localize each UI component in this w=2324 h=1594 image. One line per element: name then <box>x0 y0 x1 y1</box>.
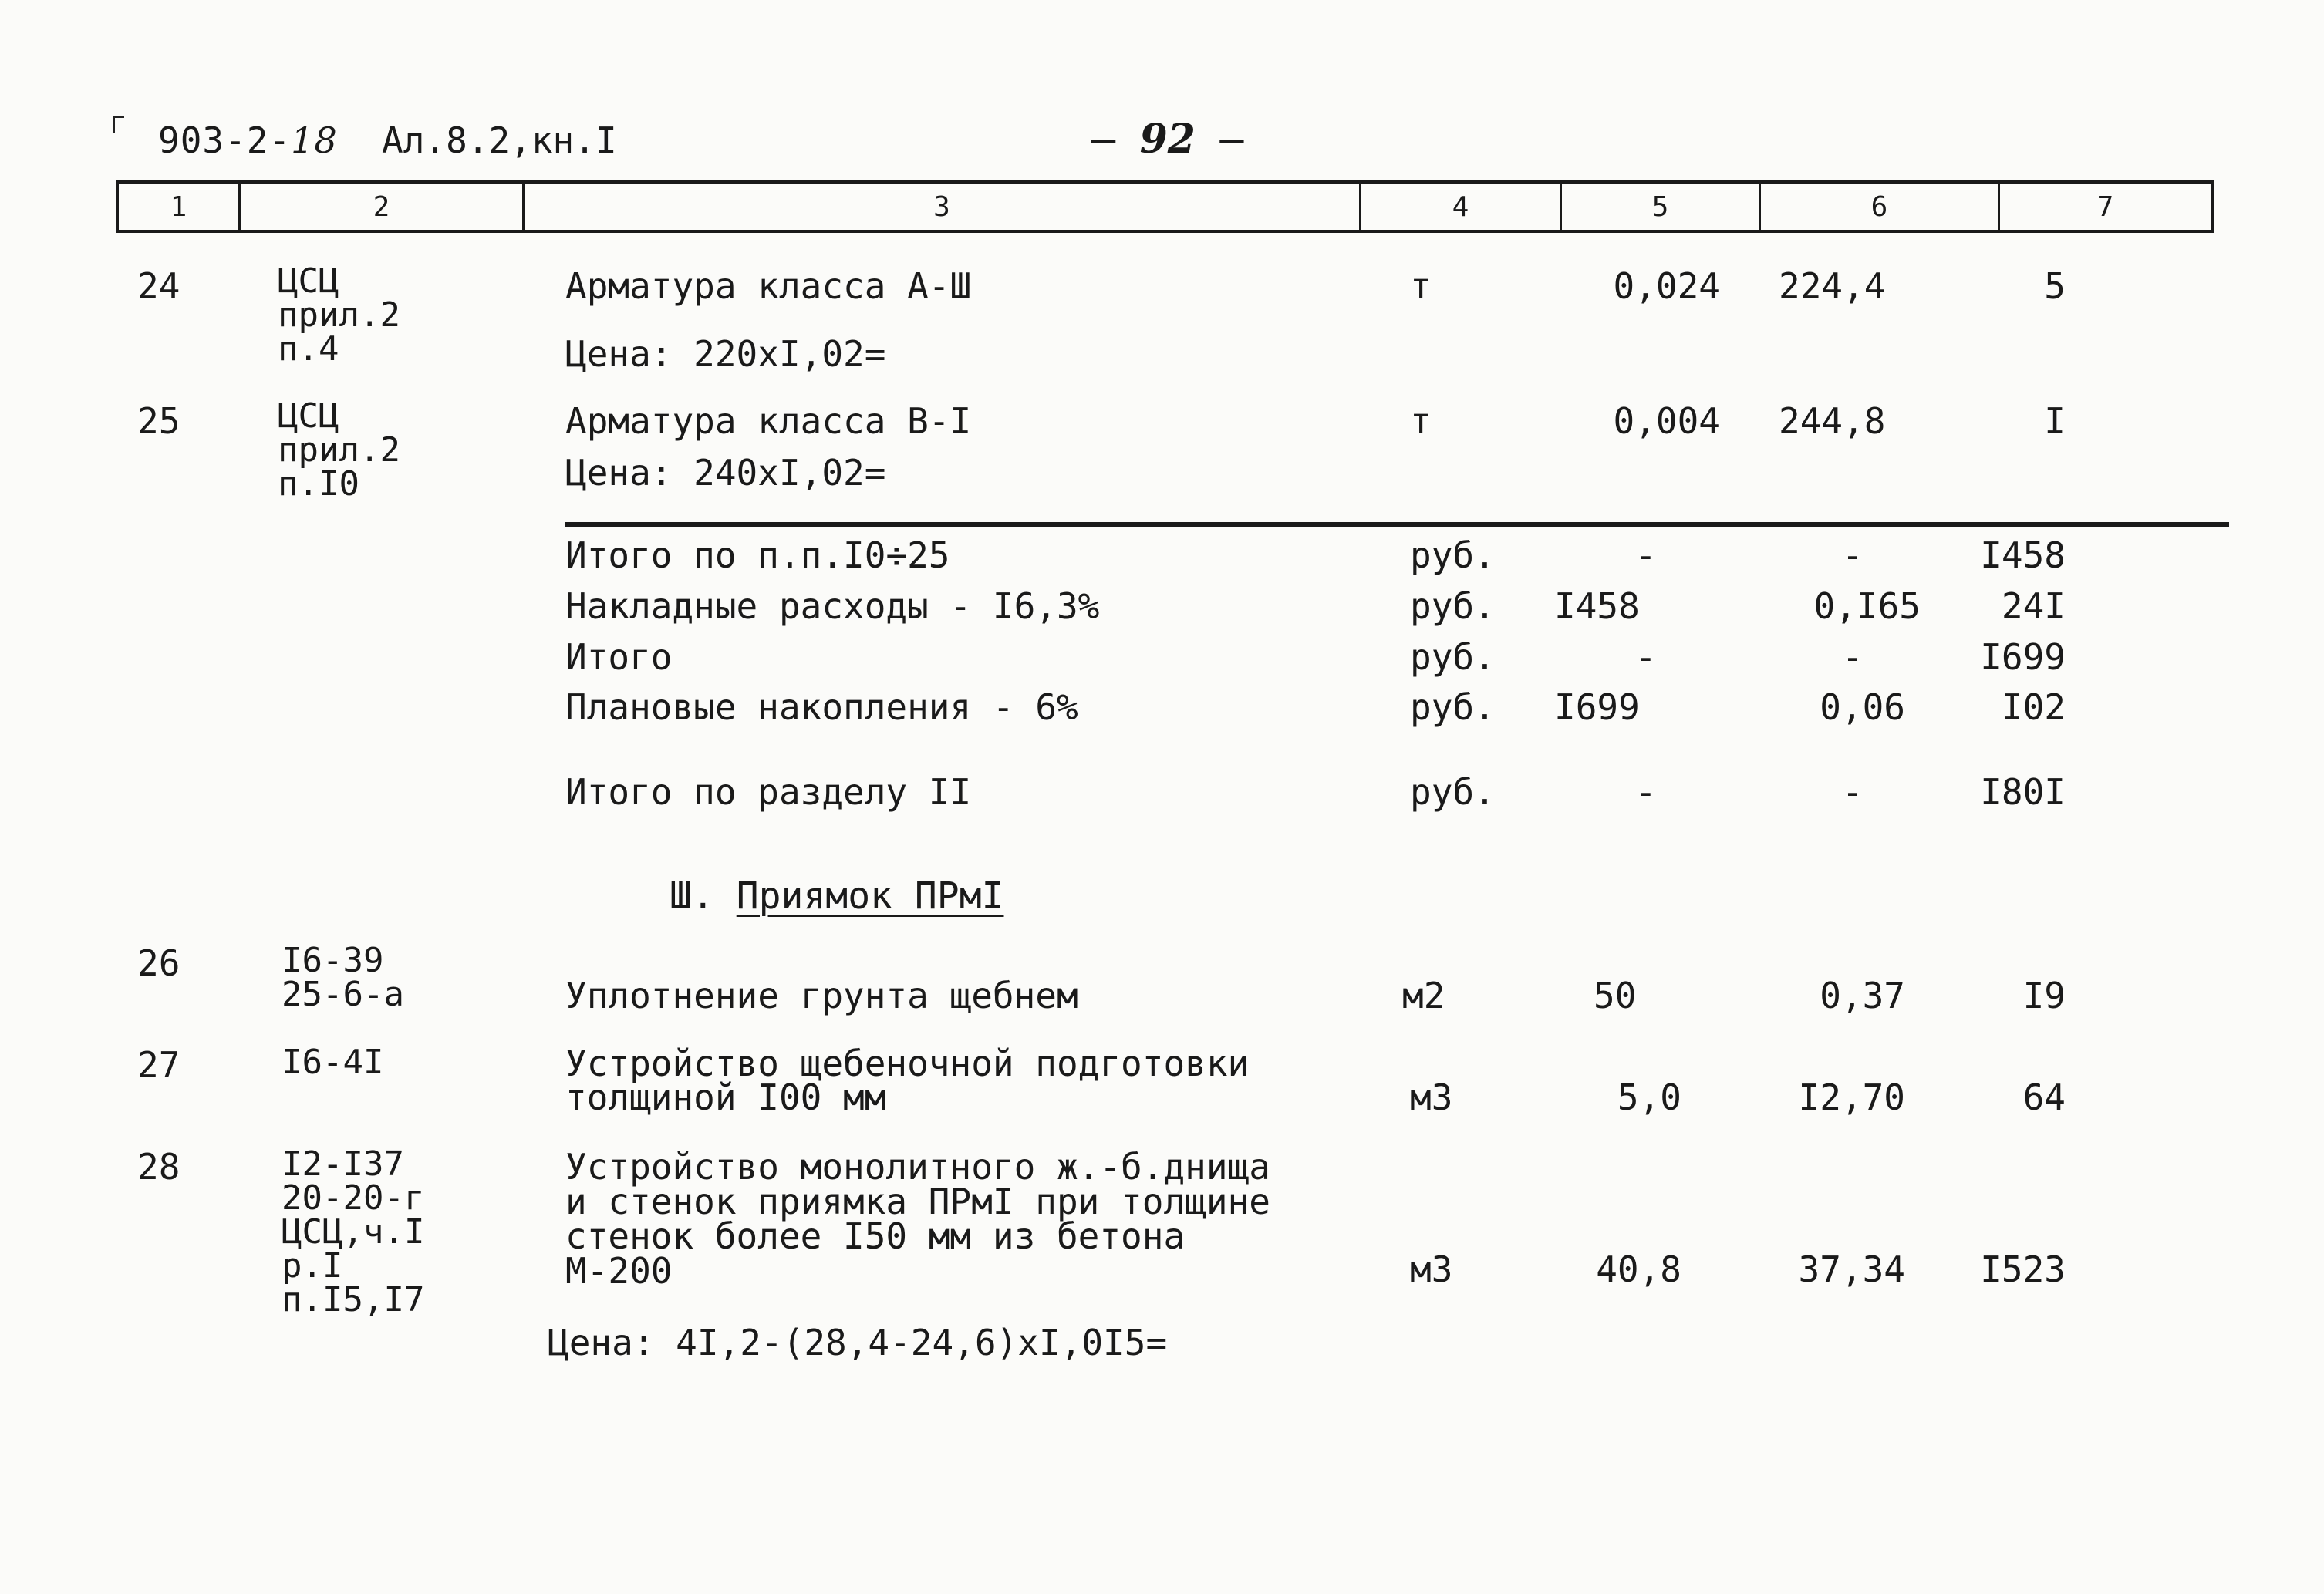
document-code-prefix: 903-2- <box>158 120 292 161</box>
unit: м3 <box>1410 1077 1453 1118</box>
row-number: 26 <box>137 942 180 984</box>
page-number: — 92 — <box>1091 116 1244 163</box>
price-formula: Цена: 240хI,02= <box>565 452 886 494</box>
price-formula: Цена: 4I,2-(28,4-24,6)хI,0I5= <box>548 1322 1168 1363</box>
unit-rate: 37,34 <box>1798 1249 1905 1290</box>
page-number-handwritten: 92 <box>1139 116 1196 163</box>
unit-rate: - <box>1842 771 1864 813</box>
column-header-4: 4 <box>1361 184 1562 230</box>
column-header-6: 6 <box>1761 184 2000 230</box>
total-cost: 24I <box>2001 585 2066 627</box>
document-code-handwritten: 18 <box>291 120 338 161</box>
work-name: Арматура класса В-I <box>565 400 972 442</box>
quantity: I458 <box>1554 585 1640 627</box>
total-cost: 5 <box>2044 265 2066 307</box>
unit: т <box>1410 265 1432 307</box>
total-cost: I <box>2044 400 2066 442</box>
work-name-line: М-200 <box>565 1250 673 1292</box>
unit: т <box>1410 400 1432 442</box>
column-header-1: 1 <box>119 184 241 230</box>
unit: руб. <box>1410 686 1496 728</box>
work-name-line: Устройство щебеночной подготовки <box>565 1043 1250 1084</box>
section-title: Приямок ПРмI <box>736 875 1004 918</box>
unit: руб. <box>1410 534 1496 576</box>
price-formula: Цена: 220хI,02= <box>565 333 886 375</box>
unit: м3 <box>1410 1249 1453 1290</box>
corner-mark <box>113 116 124 133</box>
quantity: I699 <box>1554 686 1640 728</box>
total-cost: I458 <box>1980 534 2066 576</box>
summary-label: Итого по разделу II <box>565 771 972 813</box>
work-name-line: Устройство монолитного ж.-б.днища <box>565 1146 1270 1188</box>
total-cost: I02 <box>2001 686 2066 728</box>
unit-rate: 244,8 <box>1779 400 1886 442</box>
column-header-3: 3 <box>525 184 1361 230</box>
quantity: - <box>1635 636 1657 678</box>
total-cost: 64 <box>2022 1077 2066 1118</box>
row-number: 28 <box>137 1146 180 1188</box>
rate-reference: ЦСЦ прил.2 п.4 <box>278 261 400 369</box>
section-number: Ш. <box>670 875 714 918</box>
summary-label: Итого по п.п.I0÷25 <box>565 534 950 576</box>
row-number: 25 <box>137 400 180 442</box>
unit-rate: 224,4 <box>1779 265 1886 307</box>
unit-rate: 0,37 <box>1820 975 1905 1016</box>
column-header-5: 5 <box>1562 184 1761 230</box>
document-code <box>158 120 338 161</box>
quantity: - <box>1635 771 1657 813</box>
quantity: 0,004 <box>1613 400 1720 442</box>
column-header-2: 2 <box>241 184 525 230</box>
quantity: 40,8 <box>1596 1249 1681 1290</box>
unit: руб. <box>1410 585 1496 627</box>
total-cost: I523 <box>1980 1249 2066 1290</box>
rate-reference: I6-39 25-6-а <box>282 941 404 1014</box>
column-header-row <box>116 180 2214 233</box>
work-name-line: стенок более I50 мм из бетона <box>565 1215 1186 1257</box>
unit-rate: - <box>1842 534 1864 576</box>
unit: руб. <box>1410 771 1496 813</box>
unit-rate: 0,06 <box>1820 686 1905 728</box>
column-header-7: 7 <box>2096 190 2114 223</box>
total-cost: I80I <box>1980 771 2066 813</box>
total-cost: I9 <box>2022 975 2066 1016</box>
work-name: Арматура класса А-Ш <box>565 265 972 307</box>
total-cost: I699 <box>1980 636 2066 678</box>
row-number: 27 <box>137 1044 180 1086</box>
quantity: 5,0 <box>1617 1077 1681 1118</box>
summary-label: Плановые накопления - 6% <box>565 686 1078 728</box>
unit-rate: - <box>1842 636 1864 678</box>
summary-label: Итого <box>565 636 673 678</box>
work-name-line: и стенок приямка ПРмI при толщине <box>565 1181 1270 1222</box>
rate-reference: I2-I37 20-20-г ЦСЦ,ч.I р.I п.I5,I7 <box>282 1144 425 1319</box>
unit-rate: 0,I65 <box>1813 585 1921 627</box>
album-reference: Ал.8.2,кн.I <box>382 120 617 161</box>
section-heading <box>670 875 1003 918</box>
quantity: - <box>1635 534 1657 576</box>
quantity: 0,024 <box>1613 265 1720 307</box>
unit-rate: I2,70 <box>1798 1077 1905 1118</box>
quantity: 50 <box>1594 975 1637 1016</box>
row-number: 24 <box>137 265 180 307</box>
summary-label: Накладные расходы - I6,3% <box>565 585 1100 627</box>
work-name-line: толщиной I00 мм <box>565 1077 886 1118</box>
unit: руб. <box>1410 636 1496 678</box>
unit: м2 <box>1402 975 1445 1016</box>
work-name: Уплотнение грунта щебнем <box>565 975 1078 1016</box>
totals-divider <box>565 522 2229 527</box>
rate-reference: ЦСЦ прил.2 п.I0 <box>278 396 400 504</box>
rate-reference: I6-4I <box>282 1043 384 1082</box>
